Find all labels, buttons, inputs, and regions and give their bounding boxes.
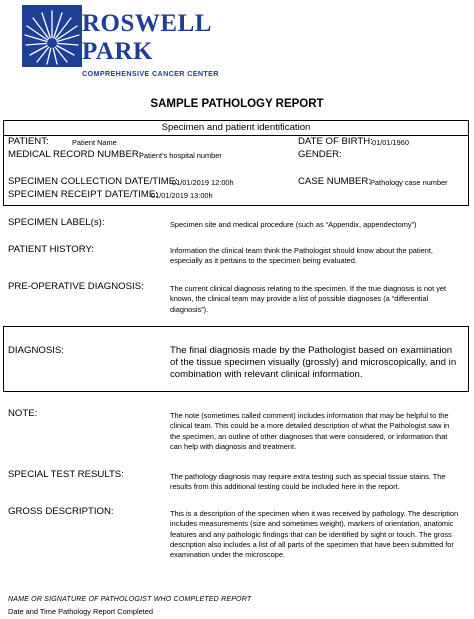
patient-history-label: PATIENT HISTORY: — [8, 244, 95, 255]
collection-value: 01/01/2019 12:00h — [172, 178, 234, 187]
gross-description-text: This is a description of the specimen when it was received by pathology. The description includes measurements (size and sometimes weight), markers of orientation, anatomic features and any pathologic findings that can be identified by sight or touch. The gross description also includes a list of all parts of the specimen that have been submitted for examination under the microscope. — [170, 509, 459, 560]
diagnosis-text: The final diagnosis made by the Pathologist based on examination of the tissue specimen visually (grossly) and microscopically, and in combination with relevant clinical information. — [170, 345, 457, 380]
mrn-label: MEDICAL RECORD NUMBER: — [8, 149, 142, 160]
mrn-value: Patient’s hospital number — [139, 151, 222, 160]
note-text: The note (sometimes called comment) includes information that may be helpful to the clinical team. This could be a more detailed description of what the Pathologist saw in the specimen, an outline of other diagnoses that were considered, or information that can help with diagnosis and treatment. — [170, 411, 450, 451]
specimen-labels-label: SPECIMEN LABEL(s): — [8, 217, 105, 228]
case-number-label: CASE NUMBER: — [298, 176, 372, 187]
receipt-label: SPECIMEN RECEIPT DATE/TIME: — [8, 189, 158, 200]
logo-name-line1: ROSWELL — [82, 10, 212, 37]
receipt-value: 01/01/2019 13:00h — [151, 191, 213, 200]
dob-value: 01/01/1960 — [372, 138, 409, 147]
specimen-labels-text: Specimen site and medical procedure (such as “Appendix, appendectomy”) — [170, 220, 417, 229]
patient-value: Patient Name — [72, 138, 117, 147]
logo-subtitle: COMPREHENSIVE CANCER CENTER — [82, 69, 219, 78]
note-label: NOTE: — [8, 408, 38, 419]
preop-diagnosis-label: PRE-OPERATIVE DIAGNOSIS: — [8, 281, 144, 292]
gender-label: GENDER: — [298, 149, 342, 160]
report-title: SAMPLE PATHOLOGY REPORT — [150, 98, 324, 110]
patient-label: PATIENT: — [8, 136, 49, 147]
logo-name-line2: PARK — [82, 38, 153, 65]
collection-label: SPECIMEN COLLECTION DATE/TIME: — [8, 176, 178, 187]
report-completed-date: Date and Time Pathology Report Completed — [8, 607, 154, 616]
starburst-logo-icon — [22, 5, 82, 83]
case-number-value: Pathology case number — [370, 178, 448, 187]
diagnosis-label: DIAGNOSIS: — [8, 345, 64, 356]
gross-description-label: GROSS DESCRIPTION: — [8, 506, 114, 517]
patient-history-text: Information the clinical team think the Pathologist should know about the patient, especially as it pertains to the specimen being evaluated. — [170, 246, 433, 266]
special-tests-text: The pathology diagnosis may require extra testing such as special tissue stains. The results from this additional testing could be included here in the report. — [170, 472, 446, 492]
identification-header: Specimen and patient identification — [4, 121, 468, 136]
pathologist-signature-line: NAME OR SIGNATURE OF PATHOLOGIST WHO COMPLETED REPORT — [8, 596, 252, 603]
dob-label: DATE OF BIRTH: — [298, 136, 373, 147]
special-tests-label: SPECIAL TEST RESULTS: — [8, 469, 124, 480]
preop-diagnosis-text: The current clinical diagnosis relating to the specimen. If the true diagnosis is not yet known, the clinical team may provide a list of possible diagnoses (a “differential diagnosis”). — [170, 284, 447, 314]
